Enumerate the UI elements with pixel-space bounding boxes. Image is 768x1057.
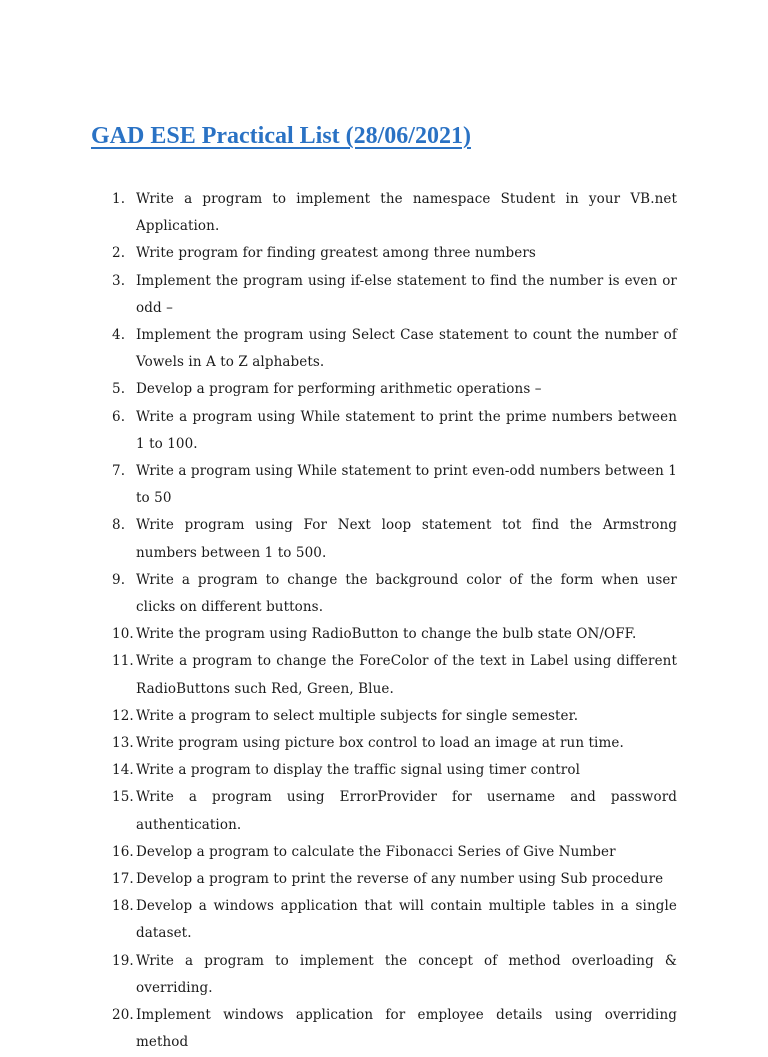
item-text: Write a program to display the traffic signal using timer control	[136, 762, 580, 779]
item-text: Implement windows application for employee details using overriding method	[136, 1007, 677, 1051]
list-item	[112, 567, 677, 621]
item-number: 15.	[112, 789, 134, 806]
item-text: Implement the program using Select Case statement to count the number of Vowels in A to Z alphabets.	[136, 327, 677, 371]
list-item	[112, 784, 677, 838]
list-item	[112, 322, 677, 376]
item-number: 20.	[112, 1007, 134, 1024]
item-number: 11.	[112, 653, 134, 670]
page-title: GAD ESE Practical List (28/06/2021)	[91, 123, 471, 149]
practical-list	[112, 186, 677, 1057]
item-number: 16.	[112, 843, 134, 860]
item-text: Write program using For Next loop statement tot find the Armstrong numbers between 1 to 500.	[136, 517, 677, 561]
item-text: Write a program using While statement to print the prime numbers between 1 to 100.	[136, 408, 677, 452]
list-item	[112, 893, 677, 947]
list-item	[112, 866, 677, 893]
item-text: Write a program using While statement to print even-odd numbers between 1 to 50	[136, 463, 677, 507]
item-number: 18.	[112, 898, 134, 915]
list-item	[112, 730, 677, 757]
list-item	[112, 703, 677, 730]
item-number: 8.	[112, 517, 126, 534]
item-text: Write a program to change the ForeColor of the text in Label using different RadioButtons such Red, Green, Blue.	[136, 653, 677, 697]
item-number: 17.	[112, 871, 134, 888]
list-item	[112, 839, 677, 866]
item-text: Develop a program to calculate the Fibonacci Series of Give Number	[136, 843, 616, 860]
item-number: 19.	[112, 952, 134, 969]
item-text: Write program using picture box control to load an image at run time.	[136, 735, 624, 752]
item-text: Implement the program using if-else statement to find the number is even or odd –	[136, 272, 677, 316]
item-text: Write a program to change the background color of the form when user clicks on different buttons.	[136, 571, 677, 616]
item-text: Develop a program to print the reverse of any number using Sub procedure	[136, 871, 664, 888]
item-number: 2.	[112, 245, 126, 262]
item-number: 5.	[112, 381, 126, 398]
list-item	[112, 757, 677, 784]
list-item	[112, 1002, 677, 1056]
item-number: 3.	[112, 272, 126, 289]
item-text: Write program for finding greatest among three numbers	[136, 245, 536, 262]
item-number: 10.	[112, 626, 134, 643]
list-item	[112, 268, 677, 322]
item-text: Write a program to select multiple subjects for single semester.	[136, 707, 579, 724]
list-item	[112, 404, 677, 458]
item-number: 9.	[112, 571, 126, 588]
item-number: 4.	[112, 327, 126, 344]
list-item	[112, 621, 677, 648]
item-number: 14.	[112, 762, 134, 779]
item-number: 13.	[112, 735, 134, 752]
item-number: 12.	[112, 707, 134, 724]
list-item	[112, 458, 677, 512]
list-item	[112, 948, 677, 1002]
list-item	[112, 512, 677, 566]
item-number: 1.	[112, 191, 126, 207]
item-number: 6.	[112, 408, 126, 425]
item-number: 7.	[112, 463, 126, 480]
item-text: Write the program using RadioButton to change the bulb state ON/OFF.	[136, 626, 637, 643]
item-text: Develop a windows application that will contain multiple tables in a single dataset.	[136, 898, 677, 942]
item-text: Write a program to implement the concept of method overloading & overriding.	[136, 952, 677, 996]
list-item	[112, 648, 677, 702]
list-item	[112, 186, 677, 240]
item-text: Write a program using ErrorProvider for username and password authentication.	[136, 789, 677, 833]
item-text: Write a program to implement the namespace Student in your VB.net Application.	[136, 191, 677, 235]
list-item	[112, 240, 677, 267]
list-item	[112, 376, 677, 403]
item-text: Develop a program for performing arithmetic operations –	[136, 381, 542, 398]
